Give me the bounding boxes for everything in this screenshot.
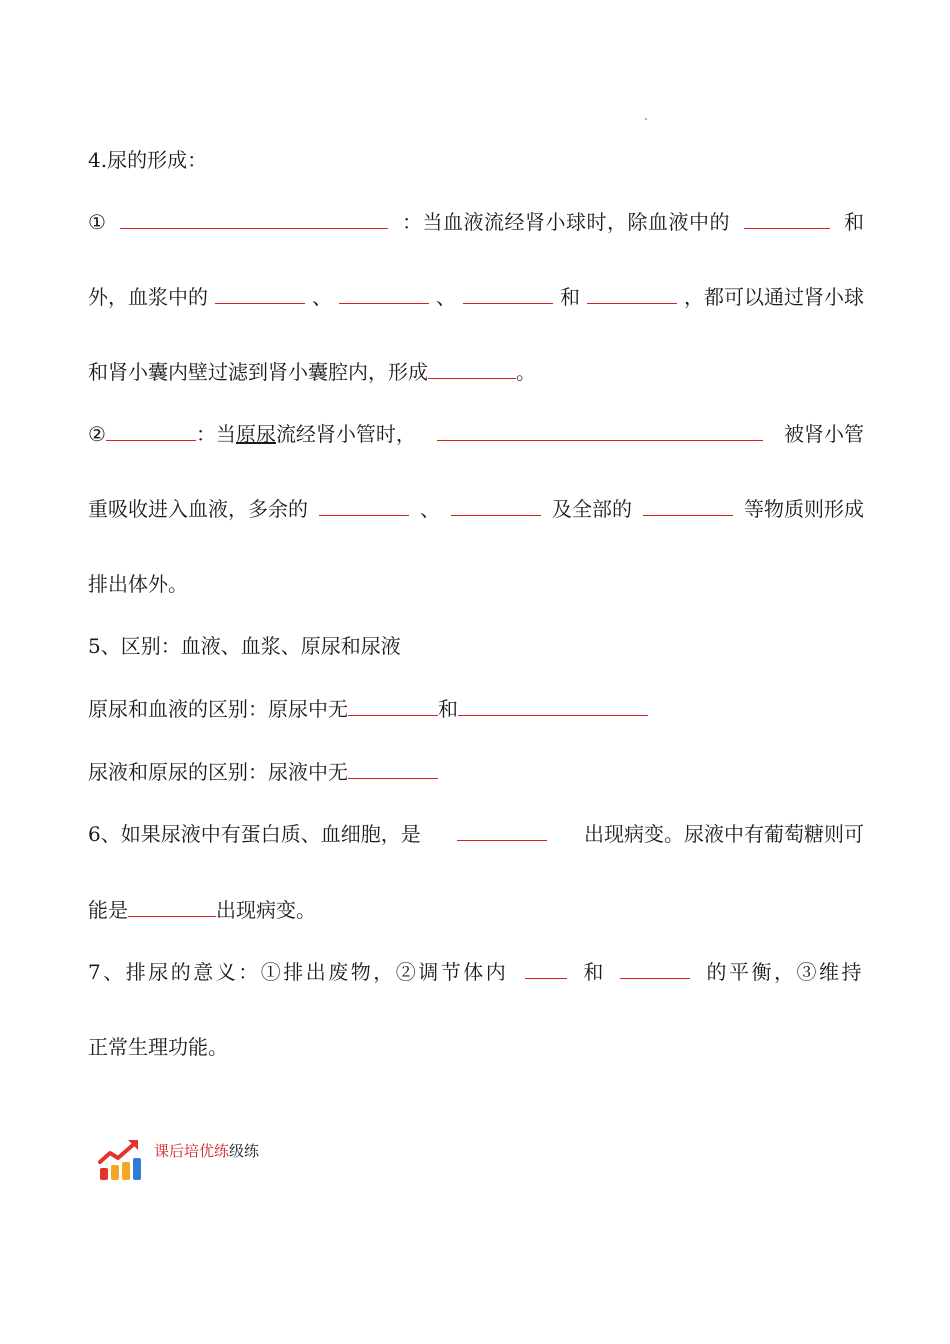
fill-blank[interactable] bbox=[643, 495, 733, 516]
fill-blank[interactable] bbox=[319, 495, 409, 516]
fill-blank[interactable] bbox=[106, 420, 196, 441]
fill-blank[interactable] bbox=[348, 695, 438, 716]
growth-chart-icon bbox=[98, 1138, 142, 1182]
fill-blank[interactable] bbox=[120, 208, 388, 229]
fill-blank[interactable] bbox=[457, 820, 547, 841]
footer-brand-text: 课后培优练级练 bbox=[154, 1142, 260, 1160]
p2-line1: ② ：当原尿流经肾小管时， 被肾小管 bbox=[88, 422, 864, 446]
fill-blank[interactable] bbox=[428, 358, 516, 379]
fill-blank[interactable] bbox=[620, 958, 690, 979]
fill-blank[interactable] bbox=[215, 283, 305, 304]
fill-blank[interactable] bbox=[437, 420, 763, 441]
section-6-line1: 6、如果尿液中有蛋白质、血细胞，是 出现病变。尿液中有葡萄糖则可 bbox=[88, 822, 864, 846]
section-5-line-a: 原尿和血液的区别：原尿中无 和 bbox=[88, 695, 864, 723]
fill-blank[interactable] bbox=[451, 495, 541, 516]
fill-blank[interactable] bbox=[339, 283, 429, 304]
p1-line2: 外，血浆中的 、 、 和 ，都可以通过肾小球 bbox=[88, 285, 864, 309]
fill-blank[interactable] bbox=[744, 208, 830, 229]
fill-blank[interactable] bbox=[587, 283, 677, 304]
section-5-title: 5、区别：血液、血浆、原尿和尿液 bbox=[88, 634, 401, 658]
p1-line1: ① ：当血液流经肾小球时，除血液中的 和 bbox=[88, 210, 864, 234]
p1-line3: 和肾小囊内壁过滤到肾小囊腔内，形成 。 bbox=[88, 360, 536, 384]
speck-dot bbox=[645, 118, 647, 120]
section-7-line2: 正常生理功能。 bbox=[88, 1035, 228, 1059]
fill-blank[interactable] bbox=[463, 283, 553, 304]
p2-line3: 排出体外。 bbox=[88, 572, 188, 596]
fill-blank[interactable] bbox=[525, 958, 567, 979]
fill-blank[interactable] bbox=[348, 758, 438, 779]
section-7-line1: 7、排尿的意义：①排出废物，②调节体内 和 的平衡，③维持 bbox=[88, 960, 864, 984]
p2-line2: 重吸收进入血液，多余的 、 及全部的 等物质则形成 bbox=[88, 497, 864, 521]
section-4-heading: 4.尿的形成： bbox=[88, 148, 208, 172]
section-6-line2: 能是 出现病变。 bbox=[88, 898, 316, 922]
footer-logo bbox=[98, 1138, 259, 1182]
section-5-line-b: 尿液和原尿的区别：尿液中无 bbox=[88, 758, 864, 786]
fill-blank[interactable] bbox=[458, 695, 648, 716]
fill-blank[interactable] bbox=[128, 896, 216, 917]
